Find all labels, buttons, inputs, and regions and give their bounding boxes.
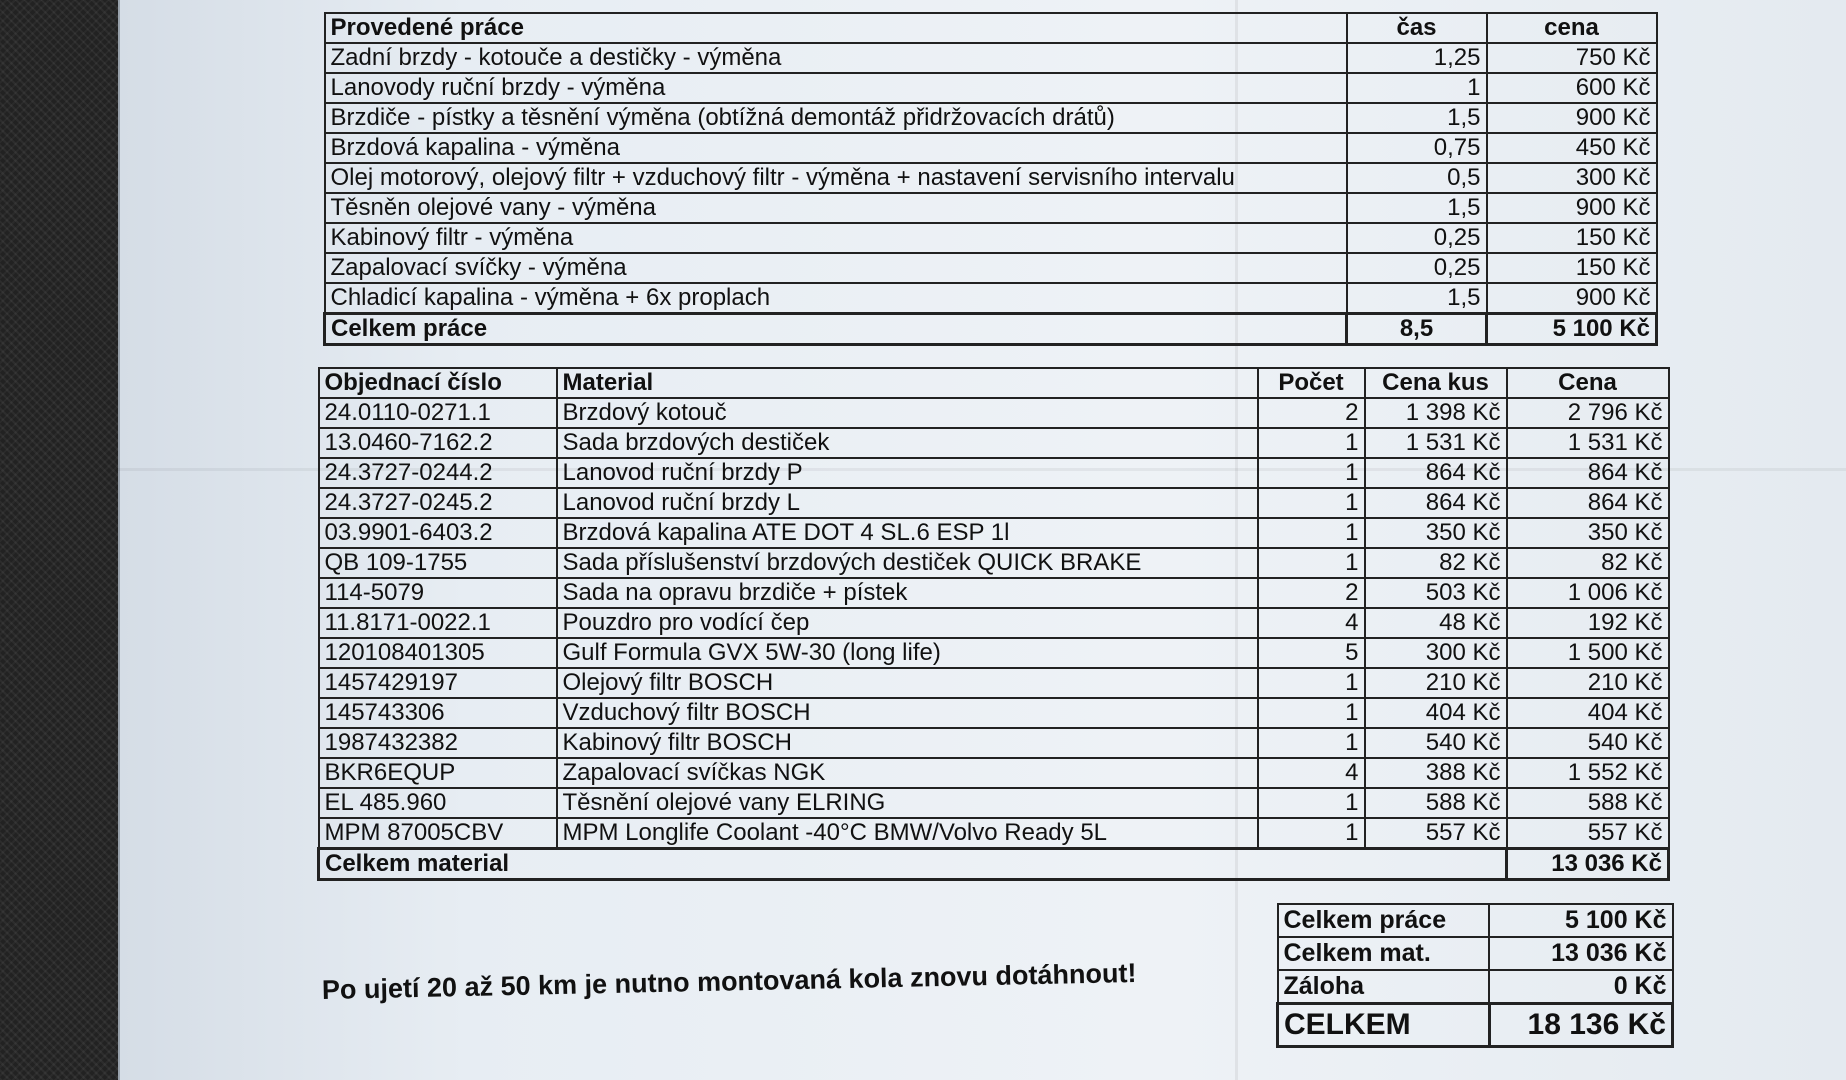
work-row	[325, 73, 1657, 103]
material-line-total: 588 Kč	[1507, 788, 1669, 818]
material-unit-price: 350 Kč	[1365, 518, 1507, 548]
work-time: 1	[1347, 73, 1487, 103]
material-name: Kabinový filtr BOSCH	[557, 728, 1258, 758]
material-header-order: Objednací číslo	[319, 368, 557, 398]
material-order-number: 24.3727-0245.2	[319, 488, 557, 518]
material-unit-price: 48 Kč	[1365, 608, 1507, 638]
work-row	[325, 163, 1657, 193]
work-time: 0,5	[1347, 163, 1487, 193]
material-line-total: 192 Kč	[1507, 608, 1669, 638]
work-price: 750 Kč	[1487, 43, 1657, 73]
material-order-number: 114-5079	[319, 578, 557, 608]
material-qty: 2	[1258, 398, 1365, 428]
material-qty: 2	[1258, 578, 1365, 608]
material-name: Zapalovací svíčkas NGK	[557, 758, 1258, 788]
material-qty: 1	[1258, 788, 1365, 818]
summary-row	[1278, 904, 1673, 937]
material-unit-price: 82 Kč	[1365, 548, 1507, 578]
material-order-number: BKR6EQUP	[319, 758, 557, 788]
material-name: Sada na opravu brzdiče + pístek	[557, 578, 1258, 608]
material-row	[319, 638, 1669, 668]
work-price: 900 Kč	[1487, 283, 1657, 314]
work-desc: Těsněn olejové vany - výměna	[325, 193, 1347, 223]
material-row	[319, 428, 1669, 458]
work-total-row	[325, 314, 1657, 345]
work-price: 150 Kč	[1487, 223, 1657, 253]
material-name: Těsnění olejové vany ELRING	[557, 788, 1258, 818]
work-total-label: Celkem práce	[325, 314, 1347, 345]
material-row	[319, 668, 1669, 698]
material-row	[319, 548, 1669, 578]
work-row	[325, 223, 1657, 253]
material-line-total: 864 Kč	[1507, 488, 1669, 518]
material-line-total: 557 Kč	[1507, 818, 1669, 849]
material-order-number: 120108401305	[319, 638, 557, 668]
material-qty: 1	[1258, 818, 1365, 849]
work-price: 300 Kč	[1487, 163, 1657, 193]
work-desc: Chladicí kapalina - výměna + 6x proplach	[325, 283, 1347, 314]
material-unit-price: 1 398 Kč	[1365, 398, 1507, 428]
work-price: 600 Kč	[1487, 73, 1657, 103]
material-name: Gulf Formula GVX 5W-30 (long life)	[557, 638, 1258, 668]
material-unit-price: 404 Kč	[1365, 698, 1507, 728]
material-table-header	[319, 368, 1669, 398]
material-total-label: Celkem material	[319, 849, 1507, 880]
material-name: Lanovod ruční brzdy L	[557, 488, 1258, 518]
work-row	[325, 253, 1657, 283]
summary-grand-row	[1278, 1004, 1673, 1047]
material-header-unit: Cena kus	[1365, 368, 1507, 398]
material-line-total: 2 796 Kč	[1507, 398, 1669, 428]
work-desc: Brzdiče - pístky a těsnění výměna (obtížná demontáž přidržovacích drátů)	[325, 103, 1347, 133]
summary-value: 13 036 Kč	[1489, 937, 1672, 970]
material-row	[319, 728, 1669, 758]
material-line-total: 350 Kč	[1507, 518, 1669, 548]
material-total-row	[319, 849, 1669, 880]
work-price: 450 Kč	[1487, 133, 1657, 163]
material-row	[319, 698, 1669, 728]
material-unit-price: 300 Kč	[1365, 638, 1507, 668]
work-row	[325, 103, 1657, 133]
material-line-total: 1 531 Kč	[1507, 428, 1669, 458]
material-line-total: 540 Kč	[1507, 728, 1669, 758]
material-qty: 1	[1258, 428, 1365, 458]
material-order-number: 1457429197	[319, 668, 557, 698]
work-header-price: cena	[1487, 13, 1657, 43]
material-name: Vzduchový filtr BOSCH	[557, 698, 1258, 728]
material-line-total: 1 006 Kč	[1507, 578, 1669, 608]
material-line-total: 1 552 Kč	[1507, 758, 1669, 788]
work-total-time: 8,5	[1347, 314, 1487, 345]
material-unit-price: 557 Kč	[1365, 818, 1507, 849]
work-row	[325, 193, 1657, 223]
material-order-number: EL 485.960	[319, 788, 557, 818]
summary-row	[1278, 937, 1673, 970]
material-qty: 5	[1258, 638, 1365, 668]
material-unit-price: 864 Kč	[1365, 488, 1507, 518]
material-name: Brzdová kapalina ATE DOT 4 SL.6 ESP 1l	[557, 518, 1258, 548]
work-price: 150 Kč	[1487, 253, 1657, 283]
summary-label: Záloha	[1278, 970, 1490, 1004]
material-unit-price: 388 Kč	[1365, 758, 1507, 788]
summary-value: 0 Kč	[1489, 970, 1672, 1004]
work-total-price: 5 100 Kč	[1487, 314, 1657, 345]
material-qty: 1	[1258, 698, 1365, 728]
work-row	[325, 43, 1657, 73]
material-row	[319, 458, 1669, 488]
work-time: 0,25	[1347, 223, 1487, 253]
material-order-number: MPM 87005CBV	[319, 818, 557, 849]
work-time: 0,75	[1347, 133, 1487, 163]
material-unit-price: 864 Kč	[1365, 458, 1507, 488]
material-row	[319, 488, 1669, 518]
material-order-number: QB 109-1755	[319, 548, 557, 578]
material-header-sum: Cena	[1507, 368, 1669, 398]
work-header-time: čas	[1347, 13, 1487, 43]
work-time: 0,25	[1347, 253, 1487, 283]
material-order-number: 1987432382	[319, 728, 557, 758]
work-time: 1,25	[1347, 43, 1487, 73]
summary-label: Celkem mat.	[1278, 937, 1490, 970]
material-qty: 1	[1258, 548, 1365, 578]
material-name: Sada brzdových destiček	[557, 428, 1258, 458]
material-qty: 1	[1258, 668, 1365, 698]
material-row	[319, 608, 1669, 638]
material-qty: 1	[1258, 458, 1365, 488]
material-unit-price: 588 Kč	[1365, 788, 1507, 818]
work-desc: Kabinový filtr - výměna	[325, 223, 1347, 253]
work-table	[323, 12, 1658, 346]
material-qty: 1	[1258, 488, 1365, 518]
material-order-number: 24.3727-0244.2	[319, 458, 557, 488]
work-row	[325, 283, 1657, 314]
material-header-material: Material	[557, 368, 1258, 398]
work-desc: Lanovody ruční brzdy - výměna	[325, 73, 1347, 103]
material-order-number: 145743306	[319, 698, 557, 728]
material-name: Brzdový kotouč	[557, 398, 1258, 428]
material-order-number: 13.0460-7162.2	[319, 428, 557, 458]
material-row	[319, 758, 1669, 788]
summary-value: 5 100 Kč	[1489, 904, 1672, 937]
wheel-retighten-note: Po ujetí 20 až 50 km je nutno montovaná kola znovu dotáhnout!	[321, 957, 1137, 1005]
summary-row	[1278, 970, 1673, 1004]
work-time: 1,5	[1347, 193, 1487, 223]
material-table	[317, 367, 1670, 881]
summary-grand-label: CELKEM	[1278, 1004, 1490, 1047]
material-qty: 4	[1258, 608, 1365, 638]
material-unit-price: 540 Kč	[1365, 728, 1507, 758]
material-row	[319, 788, 1669, 818]
material-unit-price: 210 Kč	[1365, 668, 1507, 698]
work-desc: Brzdová kapalina - výměna	[325, 133, 1347, 163]
work-desc: Zapalovací svíčky - výměna	[325, 253, 1347, 283]
summary-grand-value: 18 136 Kč	[1489, 1004, 1672, 1047]
work-desc: Olej motorový, olejový filtr + vzduchový filtr - výměna + nastavení servisního intervalu	[325, 163, 1347, 193]
material-name: Pouzdro pro vodící čep	[557, 608, 1258, 638]
work-desc: Zadní brzdy - kotouče a destičky - výměna	[325, 43, 1347, 73]
summary-label: Celkem práce	[1278, 904, 1490, 937]
summary-table	[1276, 903, 1674, 1048]
work-header-title: Provedené práce	[325, 13, 1347, 43]
material-row	[319, 518, 1669, 548]
work-price: 900 Kč	[1487, 193, 1657, 223]
material-line-total: 864 Kč	[1507, 458, 1669, 488]
material-name: MPM Longlife Coolant -40°C BMW/Volvo Ready 5L	[557, 818, 1258, 849]
work-time: 1,5	[1347, 283, 1487, 314]
material-line-total: 210 Kč	[1507, 668, 1669, 698]
material-unit-price: 1 531 Kč	[1365, 428, 1507, 458]
work-row	[325, 133, 1657, 163]
material-order-number: 24.0110-0271.1	[319, 398, 557, 428]
material-row	[319, 818, 1669, 849]
material-name: Sada příslušenství brzdových destiček QUICK BRAKE	[557, 548, 1258, 578]
material-qty: 1	[1258, 728, 1365, 758]
work-time: 1,5	[1347, 103, 1487, 133]
material-row	[319, 398, 1669, 428]
material-qty: 4	[1258, 758, 1365, 788]
material-line-total: 1 500 Kč	[1507, 638, 1669, 668]
material-order-number: 03.9901-6403.2	[319, 518, 557, 548]
material-order-number: 11.8171-0022.1	[319, 608, 557, 638]
material-total-sum: 13 036 Kč	[1507, 849, 1669, 880]
material-row	[319, 578, 1669, 608]
material-qty: 1	[1258, 518, 1365, 548]
material-name: Lanovod ruční brzdy P	[557, 458, 1258, 488]
material-unit-price: 503 Kč	[1365, 578, 1507, 608]
material-header-qty: Počet	[1258, 368, 1365, 398]
material-line-total: 404 Kč	[1507, 698, 1669, 728]
material-name: Olejový filtr BOSCH	[557, 668, 1258, 698]
work-table-header	[325, 13, 1657, 43]
work-price: 900 Kč	[1487, 103, 1657, 133]
material-line-total: 82 Kč	[1507, 548, 1669, 578]
